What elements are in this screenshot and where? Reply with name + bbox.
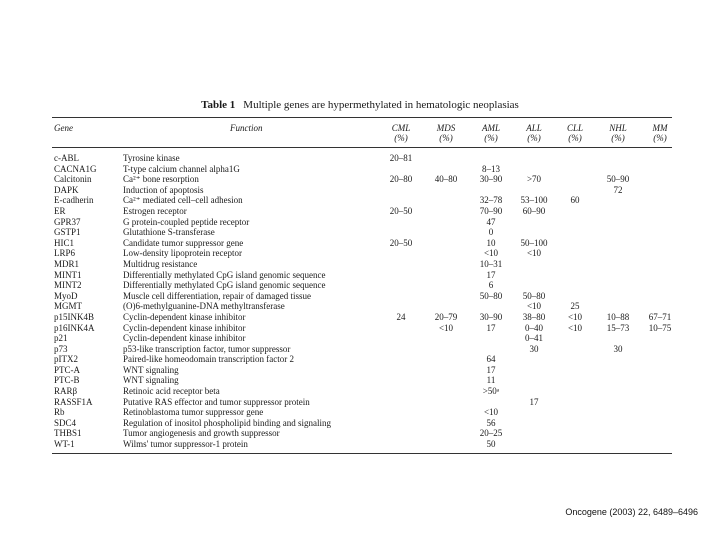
table-row (0, 270, 720, 281)
cell-gene: pITX2 (54, 354, 78, 365)
header-mds: MDS (436, 123, 456, 133)
cell-nhl: 72 (613, 184, 623, 195)
cell-all: 30 (529, 343, 539, 354)
cell-aml: 50–80 (479, 290, 503, 301)
cell-mds: <10 (438, 322, 454, 333)
cell-aml: 0 (488, 227, 494, 238)
cell-function: Paired-like homeodomain transcription factor 2 (123, 354, 294, 365)
table-row (0, 195, 720, 206)
cell-gene: E-cadherin (54, 195, 94, 206)
cell-nhl: 30 (613, 343, 623, 354)
unit-aml: (%) (484, 133, 498, 143)
cell-gene: GSTP1 (54, 227, 81, 238)
table-row (0, 312, 720, 323)
cell-gene: SDC4 (54, 417, 77, 428)
cell-mm: 67–71 (648, 311, 672, 322)
cell-gene: Calcitonin (54, 174, 92, 185)
cell-gene: WT-1 (54, 439, 75, 450)
table-row (0, 365, 720, 376)
cell-mds: 40–80 (434, 174, 458, 185)
cell-function: Induction of apoptosis (123, 184, 204, 195)
cell-gene: RARβ (54, 386, 78, 397)
cell-all: 0–41 (525, 333, 543, 344)
table-row (0, 238, 720, 249)
cell-function: Differentially methylated CpG island genomic sequence (123, 280, 326, 291)
table-row (0, 439, 720, 450)
header-aml: AML (482, 123, 500, 133)
cell-aml: 32–78 (479, 195, 503, 206)
unit-cll: (%) (568, 133, 582, 143)
cell-aml: 30–90 (479, 311, 503, 322)
cell-aml: 17 (486, 269, 496, 280)
cell-nhl: 50–90 (606, 174, 630, 185)
cell-gene: GPR37 (54, 216, 81, 227)
unit-cml: (%) (394, 133, 408, 143)
cell-function: WNT signaling (123, 364, 179, 375)
cell-function: Differentially methylated CpG island genomic sequence (123, 269, 326, 280)
cell-aml: <10 (483, 407, 499, 418)
cell-function: Cyclin-dependent kinase inhibitor (123, 322, 246, 333)
table-row (0, 397, 720, 408)
cell-all: <10 (526, 248, 542, 259)
cell-gene: MGMT (54, 301, 83, 312)
cell-aml: 30–90 (479, 174, 503, 185)
header-gene: Gene (54, 123, 73, 133)
cell-gene: PTC-B (54, 375, 80, 386)
cell-function: Muscle cell differentiation, repair of damaged tissue (123, 290, 312, 301)
table-label: Table 1 (201, 99, 236, 111)
cell-gene: MDR1 (54, 258, 80, 269)
table-row (0, 280, 720, 291)
cell-gene: MINT1 (54, 269, 82, 280)
cell-cml: 20–50 (389, 205, 413, 216)
cell-aml: 47 (486, 216, 496, 227)
cell-function: Retinoic acid receptor beta (123, 386, 220, 397)
cell-gene: p15INK4B (54, 311, 94, 322)
cell-gene: p16INK4A (54, 322, 95, 333)
table-row (0, 248, 720, 259)
cell-gene: HIC1 (54, 237, 74, 248)
cell-function: Tyrosine kinase (123, 153, 180, 163)
cell-aml: 10 (486, 237, 496, 248)
table-row (0, 428, 720, 439)
header-all: ALL (526, 123, 542, 133)
cell-function: Tumor angiogenesis and growth suppressor (123, 428, 280, 439)
cell-gene: Rb (54, 407, 65, 418)
source-citation: Oncogene (2003) 22, 6489–6496 (565, 507, 698, 517)
table-row (0, 407, 720, 418)
table-caption (0, 99, 720, 112)
unit-mds: (%) (439, 133, 453, 143)
cell-nhl: 10–88 (606, 311, 630, 322)
cell-all: 50–100 (520, 237, 548, 248)
cell-cml: 20–81 (389, 153, 413, 163)
table-title: Multiple genes are hypermethylated in hematologic neoplasias (243, 99, 519, 111)
cell-function: p53-like transcription factor, tumor suppressor (123, 343, 291, 354)
cell-cll: <10 (567, 311, 583, 322)
cell-function: Cyclin-dependent kinase inhibitor (123, 333, 246, 344)
table-row (0, 227, 720, 238)
cell-function: Putative RAS effector and tumor suppressor protein (123, 396, 310, 407)
cell-gene: MINT2 (54, 280, 82, 291)
cell-function: Regulation of inositol phospholipid binding and signaling (123, 417, 331, 428)
cell-mm: 10–75 (648, 322, 672, 333)
cell-function: Multidrug resistance (123, 258, 198, 269)
cell-gene: ER (54, 205, 66, 216)
cell-function: Candidate tumor suppressor gene (123, 237, 244, 248)
cell-all: >70 (526, 174, 542, 185)
table-row (0, 153, 720, 164)
cell-aml: 8–13 (482, 163, 500, 174)
cell-all: 17 (529, 396, 539, 407)
cell-aml: 17 (486, 364, 496, 375)
cell-mds: 20–79 (434, 311, 458, 322)
cell-function: Wilms' tumor suppressor-1 protein (123, 439, 248, 450)
cell-function: (O)6-methylguanine-DNA methyltransferase (123, 301, 285, 312)
cell-function: Glutathione S-transferase (123, 227, 215, 238)
cell-aml: 11 (486, 375, 496, 386)
cell-aml: 6 (488, 280, 494, 291)
table-row (0, 174, 720, 185)
cell-aml: 20–25 (479, 428, 503, 439)
cell-function: T-type calcium channel alpha1G (123, 163, 240, 174)
table-row (0, 333, 720, 344)
cell-all: 50–80 (522, 290, 546, 301)
table-row (0, 386, 720, 397)
cell-function: Low-density lipoprotein receptor (123, 248, 242, 259)
cell-cll: 60 (570, 195, 580, 206)
cell-cml: 20–80 (389, 174, 413, 185)
cell-all: 0–40 (525, 322, 543, 333)
cell-nhl: 15–73 (606, 322, 630, 333)
table-row (0, 259, 720, 270)
cell-gene: DAPK (54, 184, 79, 195)
table-row (0, 217, 720, 228)
cell-gene: PTC-A (54, 364, 81, 375)
cell-gene: RASSF1A (54, 396, 93, 407)
cell-all: 60–90 (522, 205, 546, 216)
cell-cll: <10 (567, 322, 583, 333)
cell-gene: CACNA1G (54, 163, 97, 174)
cell-aml: >50ᵃ (482, 386, 500, 397)
table-row (0, 301, 720, 312)
cell-aml: 64 (486, 354, 496, 365)
cell-gene: p21 (54, 333, 68, 344)
cell-aml: <10 (483, 248, 499, 259)
table-row (0, 291, 720, 302)
cell-gene: p73 (54, 343, 68, 354)
cell-function: Cyclin-dependent kinase inhibitor (123, 311, 246, 322)
header-rule (52, 147, 672, 148)
cell-function: Retinoblastoma tumor suppressor gene (123, 407, 264, 418)
header-mm: MM (652, 123, 668, 133)
table-row (0, 185, 720, 196)
unit-all: (%) (527, 133, 541, 143)
cell-cml: 20–50 (389, 237, 413, 248)
cell-function: Ca²⁺ mediated cell–cell adhesion (123, 195, 243, 206)
cell-aml: 50 (486, 439, 496, 450)
cell-gene: THBS1 (54, 428, 82, 439)
cell-all: <10 (526, 301, 542, 312)
header-cml: CML (391, 123, 411, 133)
table-row (0, 164, 720, 175)
cell-gene: LRP6 (54, 248, 76, 259)
cell-function: Estrogen receptor (123, 205, 187, 216)
cell-cll: 25 (570, 301, 580, 312)
cell-gene: MyoD (54, 290, 78, 301)
table-row (0, 344, 720, 355)
table-row (0, 206, 720, 217)
header-nhl: NHL (609, 123, 627, 133)
cell-function: WNT signaling (123, 375, 179, 386)
table-row (0, 354, 720, 365)
table-row (0, 375, 720, 386)
cell-cml: 24 (396, 311, 406, 322)
header-function: Function (230, 123, 263, 133)
cell-aml: 70–90 (479, 205, 503, 216)
unit-mm: (%) (653, 133, 667, 143)
cell-function: G protein-coupled peptide receptor (123, 216, 250, 227)
header-cll: CLL (566, 123, 583, 133)
cell-all: 38–80 (522, 311, 546, 322)
table-body (0, 153, 720, 450)
cell-all: 53–100 (520, 195, 548, 206)
cell-aml: 17 (486, 322, 496, 333)
table-row (0, 418, 720, 429)
cell-aml: 56 (486, 417, 496, 428)
cell-gene: c-ABL (54, 153, 79, 163)
cell-aml: 10–31 (479, 258, 503, 269)
table-row (0, 323, 720, 334)
cell-function: Ca²⁺ bone resorption (123, 174, 199, 185)
bottom-rule (52, 453, 672, 454)
unit-nhl: (%) (611, 133, 625, 143)
top-rule (52, 117, 672, 118)
